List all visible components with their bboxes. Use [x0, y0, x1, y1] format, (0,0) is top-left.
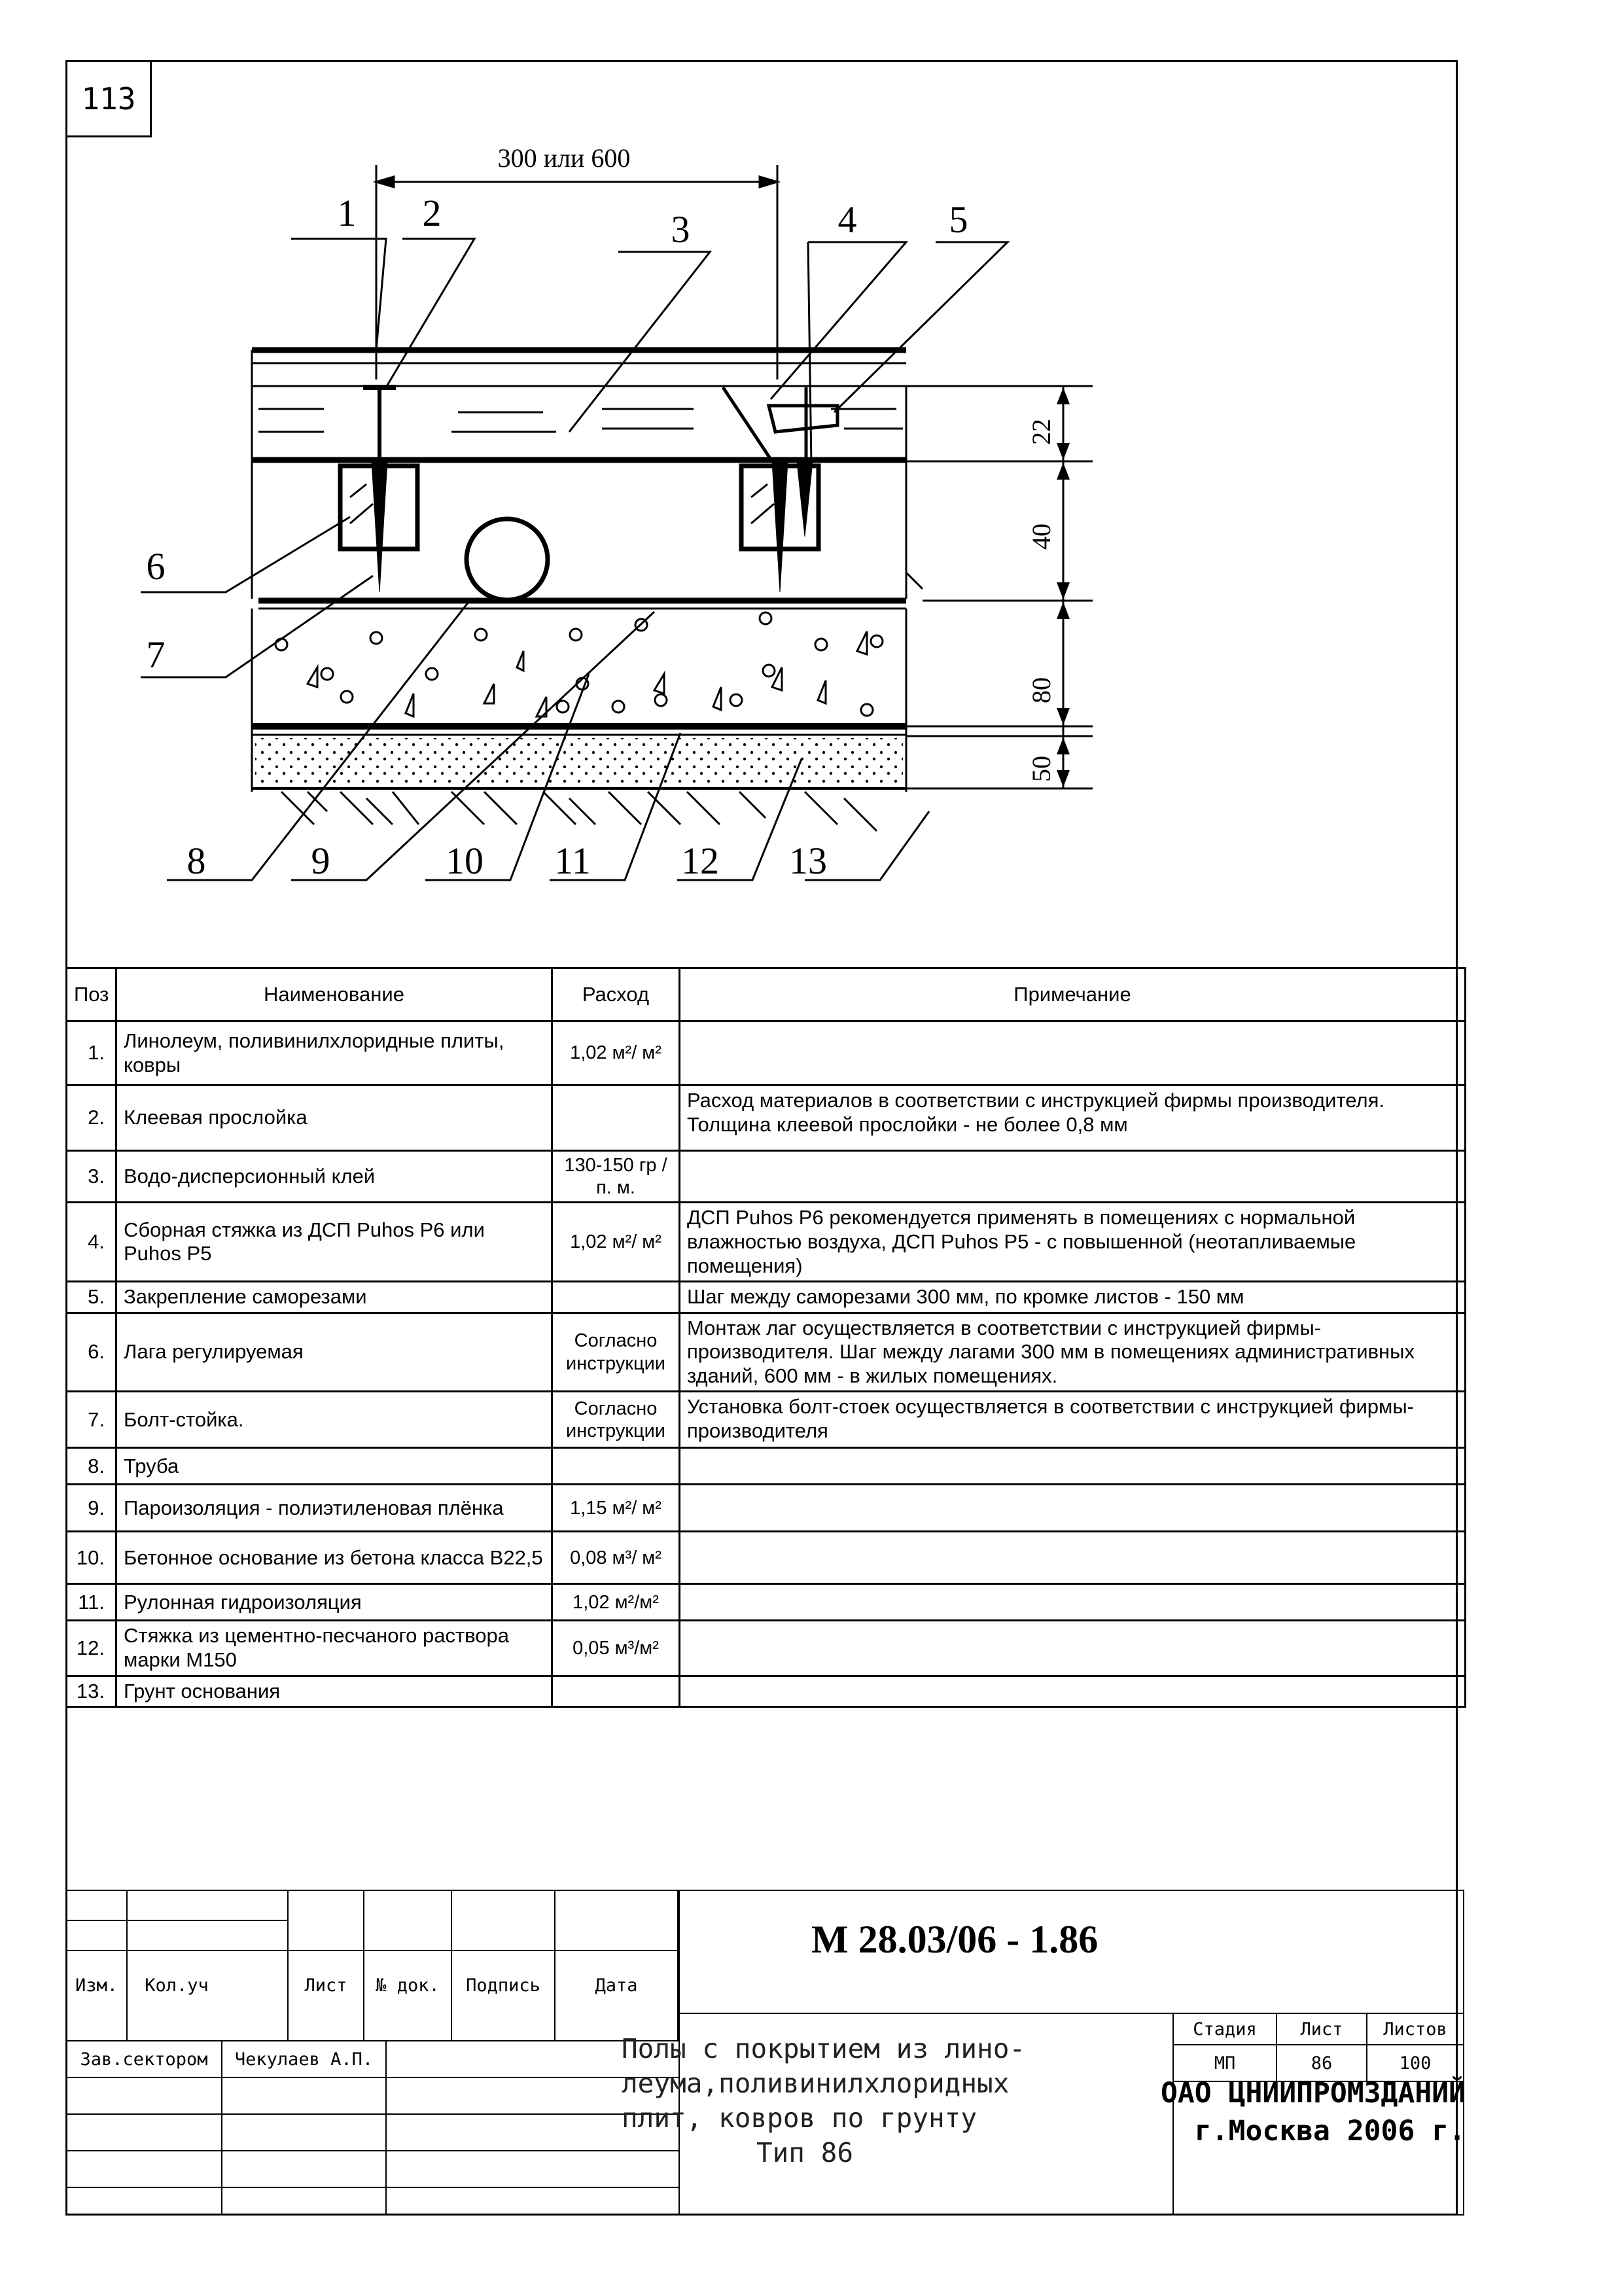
col-date: Дата	[554, 1968, 678, 2002]
person-name: Чекулаев А.П.	[221, 2040, 387, 2078]
row-name: Клеевая прослойка	[116, 1086, 552, 1151]
specification-table	[65, 967, 1466, 1708]
row-name: Болт-стойка.	[116, 1392, 552, 1448]
row-consumption: 130-150 гр /п. м.	[552, 1151, 680, 1203]
row-consumption: 0,05 м³/м²	[552, 1621, 680, 1676]
callout-10: 10	[446, 839, 484, 882]
table-row	[67, 1313, 1466, 1392]
row-pos: 3.	[67, 1151, 116, 1203]
callout-9: 9	[311, 839, 330, 882]
callout-8: 8	[186, 839, 206, 882]
row-pos: 1.	[67, 1021, 116, 1086]
row-consumption: 1,15 м²/ м²	[552, 1485, 680, 1532]
table-row	[67, 1086, 1466, 1151]
row-note	[680, 1448, 1466, 1485]
row-note: Монтаж лаг осуществляется в соответствии с инструкцией фирмы-производителя. Шаг между лагами 300 мм в помещениях административных зданий, 600 мм - в жилых помещениях.	[680, 1313, 1466, 1392]
row-name: Закрепление саморезами	[116, 1282, 552, 1313]
sheet-value: 86	[1276, 2044, 1367, 2082]
row-consumption	[552, 1448, 680, 1485]
table-row	[67, 1203, 1466, 1282]
row-note: Шаг между саморезами 300 мм, по кромке листов - 150 мм	[680, 1282, 1466, 1313]
row-pos: 10.	[67, 1532, 116, 1584]
row-pos: 7.	[67, 1392, 116, 1448]
col-doc-no: № док.	[363, 1968, 452, 2002]
col-kol-uch: Кол.уч	[145, 1975, 209, 1996]
row-pos: 13.	[67, 1676, 116, 1707]
row-name: Пароизоляция - полиэтиленовая плёнка	[116, 1485, 552, 1532]
sheet-label: Лист	[1276, 2013, 1367, 2045]
dim-50: 50	[1027, 756, 1056, 782]
organization	[1112, 2074, 1466, 2150]
row-name: Рулонная гидроизоляция	[116, 1584, 552, 1621]
sheets-label: Листов	[1366, 2013, 1464, 2045]
org-name: ОАО ЦНИИПРОМЗДАНИЙ	[1161, 2077, 1466, 2110]
row-note	[680, 1532, 1466, 1584]
row-pos: 9.	[67, 1485, 116, 1532]
row-pos: 5.	[67, 1282, 116, 1313]
col-izm: Изм.	[65, 1968, 128, 2002]
floor-type: Тип 86	[756, 2137, 854, 2168]
dim-80: 80	[1027, 677, 1056, 703]
row-consumption: Согласно инструкции	[552, 1392, 680, 1448]
table-row	[67, 1621, 1466, 1676]
table-header-row	[67, 968, 1466, 1021]
col-signature: Подпись	[451, 1968, 555, 2002]
row-name: Труба	[116, 1448, 552, 1485]
floor-section-drawing	[0, 0, 1603, 962]
row-consumption: Согласно инструкции	[552, 1313, 680, 1392]
table-row	[67, 1584, 1466, 1621]
dim-22: 22	[1027, 419, 1056, 445]
callout-2: 2	[422, 192, 442, 234]
title-line-2: леума,поливинилхлоридных	[622, 2068, 1010, 2099]
callout-4: 4	[837, 198, 857, 241]
table-row	[67, 1151, 1466, 1203]
callout-12: 12	[681, 839, 719, 882]
row-name: Стяжка из цементно-песчаного раствора марки М150	[116, 1621, 552, 1676]
dimension-top-label: 300 или 600	[497, 143, 631, 173]
row-consumption: 1,02 м²/ м²	[552, 1203, 680, 1282]
callout-13: 13	[789, 839, 827, 882]
callout-6: 6	[146, 545, 166, 588]
document-code: М 28.03/06 - 1.86	[811, 1918, 1099, 1961]
row-consumption: 1,02 м²/м²	[552, 1584, 680, 1621]
header-note: Примечание	[680, 968, 1466, 1021]
row-note	[680, 1151, 1466, 1203]
stage-value: МП	[1172, 2044, 1277, 2082]
title-line-3: плит, ковров по грунту	[622, 2102, 978, 2134]
col-list: Лист	[287, 1968, 364, 2002]
table-row	[67, 1282, 1466, 1313]
header-pos: Поз	[67, 968, 116, 1021]
row-name: Водо-дисперсионный клей	[116, 1151, 552, 1203]
row-consumption	[552, 1282, 680, 1313]
row-name: Бетонное основание из бетона класса В22,5	[116, 1532, 552, 1584]
header-consumption: Расход	[552, 968, 680, 1021]
row-pos: 6.	[67, 1313, 116, 1392]
role-head-of-sector: Зав.сектором	[65, 2040, 222, 2078]
row-note	[680, 1021, 1466, 1086]
row-pos: 8.	[67, 1448, 116, 1485]
row-name: Лага регулируемая	[116, 1313, 552, 1392]
callout-3: 3	[671, 208, 690, 251]
row-consumption: 1,02 м²/ м²	[552, 1021, 680, 1086]
row-consumption: 0,08 м³/ м²	[552, 1532, 680, 1584]
row-name: Грунт основания	[116, 1676, 552, 1707]
table-row	[67, 1021, 1466, 1086]
row-note: Расход материалов в соответствии с инструкцией фирмы производителя. Толщина клеевой прослойки - не более 0,8 мм	[680, 1086, 1466, 1151]
callout-5: 5	[949, 198, 968, 241]
row-name: Линолеум, поливинилхлоридные плиты, ковры	[116, 1021, 552, 1086]
org-city-year: г.Москва 2006 г.	[1194, 2115, 1466, 2147]
stage-label: Стадия	[1172, 2013, 1277, 2045]
callout-11: 11	[554, 839, 591, 882]
callout-7: 7	[146, 633, 166, 676]
row-note: ДСП Puhos P6 рекомендуется применять в помещениях с нормальной влажностью воздуха, ДСП Puhos P5 - с повышенной (неотапливаемые помещения)	[680, 1203, 1466, 1282]
row-pos: 4.	[67, 1203, 116, 1282]
drawing-title	[622, 2032, 1106, 2170]
page-number: 113	[65, 60, 152, 137]
callout-1: 1	[337, 192, 357, 234]
row-consumption	[552, 1086, 680, 1151]
row-pos: 2.	[67, 1086, 116, 1151]
row-pos: 12.	[67, 1621, 116, 1676]
dim-40: 40	[1027, 523, 1056, 550]
row-note	[680, 1676, 1466, 1707]
row-note	[680, 1621, 1466, 1676]
table-row	[67, 1392, 1466, 1448]
header-name: Наименование	[116, 968, 552, 1021]
table-row	[67, 1448, 1466, 1485]
table-row	[67, 1532, 1466, 1584]
sheets-value: 100	[1366, 2044, 1464, 2082]
row-consumption	[552, 1676, 680, 1707]
row-note	[680, 1485, 1466, 1532]
row-note: Установка болт-стоек осуществляется в соответствии с инструкцией фирмы-производителя	[680, 1392, 1466, 1448]
row-name: Сборная стяжка из ДСП Puhos P6 или Puhos P5	[116, 1203, 552, 1282]
table-row	[67, 1485, 1466, 1532]
title-line-1: Полы с покрытием из лино-	[622, 2033, 1026, 2064]
row-pos: 11.	[67, 1584, 116, 1621]
table-row	[67, 1676, 1466, 1707]
row-note	[680, 1584, 1466, 1621]
